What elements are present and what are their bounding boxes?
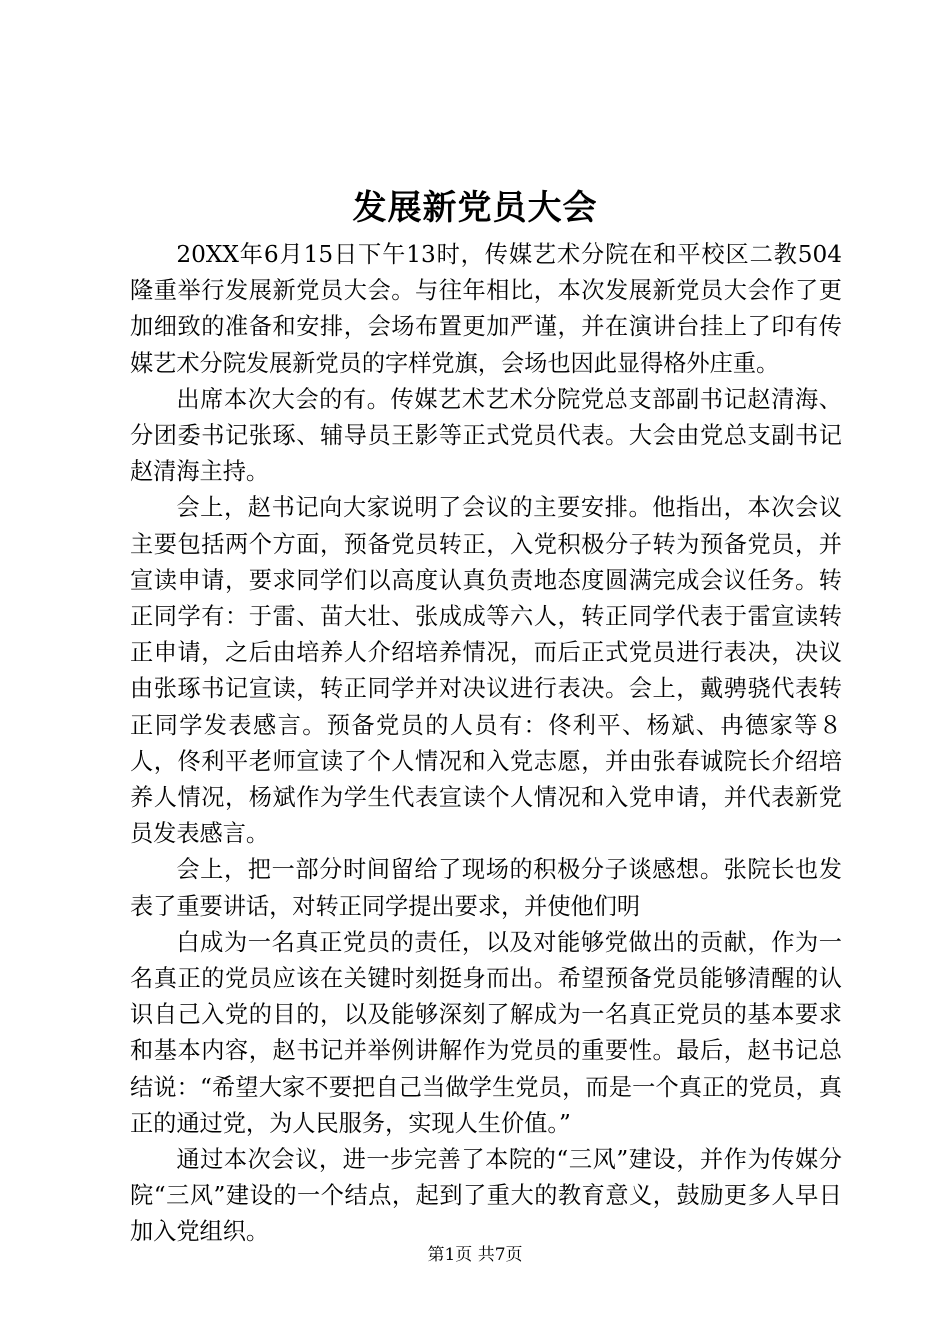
page-footer: 第1页 共7页 [427,1245,523,1265]
paragraph: 会上，赵书记向大家说明了会议的主要安排。他指出，本次会议主要包括两个方面，预备党员转正，入党积极分子转为预备党员，并宣读申请，要求同学们以高度认真负责地态度圆满完成会议任务。转正同学有：于雷、苗大壮、张成成等六人，转正同学代表于雷宣读转正申请，之后由培养人介绍培养情况，而后正式党员进行表决，决议由张琢书记宣读，转正同学并对决议进行表决。会上，戴骋骁代表转正同学发表感言。预备党员的人员有：佟利平、杨斌、冉德家等８人，佟利平老师宣读了个人情况和入党志愿，并由张春诚院长介绍培养人情况，杨斌作为学生代表宣读个人情况和入党申请，并代表新党员发表感言。 [130,494,842,848]
paragraph: 出席本次大会的有。传媒艺术艺术分院党总支部副书记赵清海、分团委书记张琢、辅导员王影等正式党员代表。大会由党总支副书记赵清海主持。 [130,385,842,486]
document-title: 发展新党员大会 [352,188,598,228]
paragraph: 通过本次会议，进一步完善了本院的“三风”建设，并作为传媒分院“三风”建设的一个结点，起到了重大的教育意义，鼓励更多人早日加入党组织。 [130,1146,842,1246]
paragraph: 20XX年6月15日下午13时，传媒艺术分院在和平校区二教504隆重举行发展新党员大会。与往年相比，本次发展新党员大会作了更加细致的准备和安排，会场布置更加严谨，并在演讲台挂上了印有传媒艺术分院发展新党员的字样党旗，会场也因此显得格外庄重。 [130,241,842,377]
paragraph: 会上，把一部分时间留给了现场的积极分子谈感想。张院长也发表了重要讲话，对转正同学提出要求，并使他们明 [130,856,842,920]
document-body [130,237,842,1251]
paragraph: 白成为一名真正党员的责任，以及对能够党做出的贡献，作为一名真正的党员应该在关键时刻挺身而出。希望预备党员能够清醒的认识自己入党的目的，以及能够深刻了解成为一名真正党员的基本要求和基本内容，赵书记并举例讲解作为党员的重要性。最后，赵书记总结说：“希望大家不要把自己当做学生党员，而是一个真正的党员，真正的通过党，为人民服务，实现人生价值。” [130,928,842,1137]
